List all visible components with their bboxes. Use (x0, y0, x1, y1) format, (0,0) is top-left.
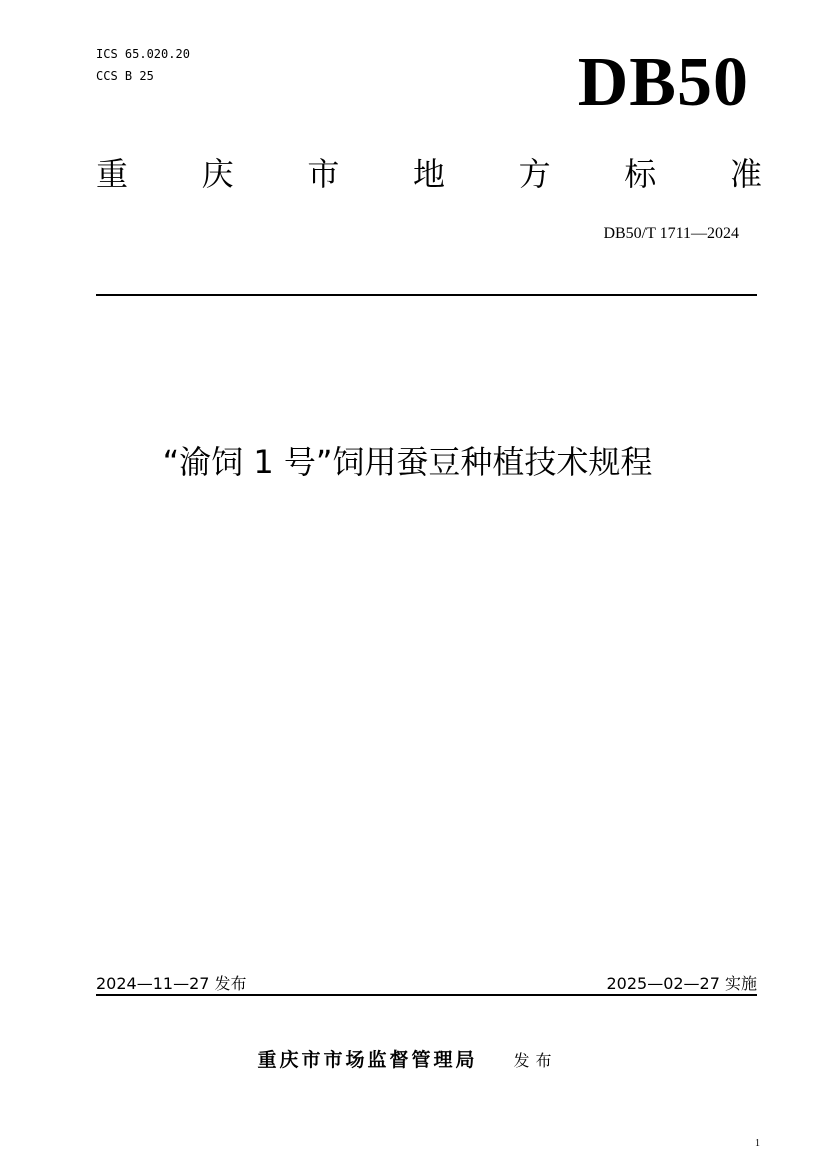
standard-type-char: 市 (307, 155, 340, 193)
top-divider (96, 294, 757, 296)
standard-type-char: 重 (96, 155, 129, 193)
implement-date: 2025—02—27 实施 (606, 974, 757, 993)
standard-type-char: 准 (729, 155, 762, 193)
document-title: “渝饲 1 号”饲用蚕豆种植技术规程 (162, 443, 653, 481)
ics-code: ICS 65.020.20 (96, 47, 190, 61)
standard-type-char: 方 (518, 155, 551, 193)
standard-type-char: 庆 (201, 155, 234, 193)
page-number: 1 (755, 1138, 760, 1149)
issue-label: 发布 (513, 1051, 558, 1070)
standard-code: DB50/T 1711—2024 (603, 225, 739, 242)
standard-type-heading (96, 152, 762, 196)
publish-date: 2024—11—27 发布 (96, 974, 247, 993)
standard-type-char: 标 (624, 155, 657, 193)
issuer-row (0, 1047, 815, 1074)
db-logo: DB50 (577, 44, 749, 121)
bottom-divider (96, 994, 757, 996)
ccs-code: CCS B 25 (96, 69, 154, 83)
date-row (96, 974, 757, 994)
standard-type-char: 地 (412, 155, 445, 193)
issuer-name: 重庆市市场监督管理局 (257, 1049, 478, 1071)
